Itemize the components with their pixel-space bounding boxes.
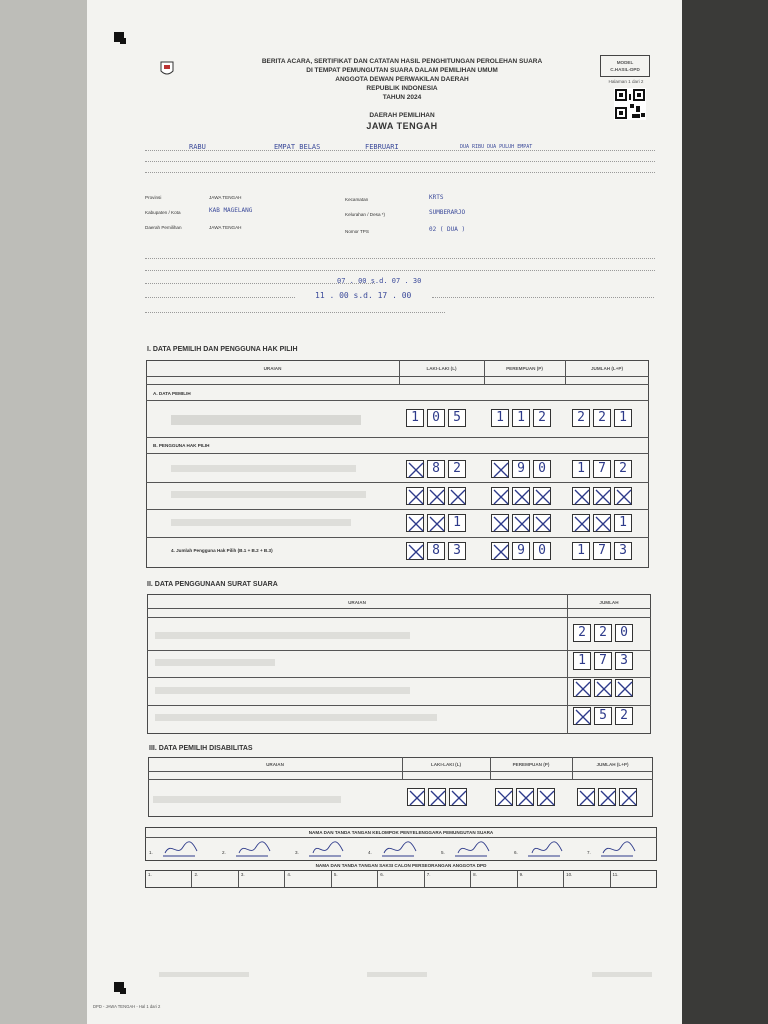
signature-title-line	[145, 837, 657, 838]
section1-row-a-line	[146, 400, 649, 401]
s1-dpt-perempuan-digit-1: 1	[491, 409, 509, 427]
section1-col-divider-2	[484, 360, 485, 384]
s1-b2-laki-digit-3	[448, 487, 466, 505]
kelurahan-value: SUMBERARJO	[429, 209, 466, 216]
s2-r3-digit-2	[594, 679, 612, 697]
s1-b3-jumlah-digit-2	[593, 514, 611, 532]
time-start-value: 07 . 00 s.d. 07 . 30	[337, 277, 422, 285]
signature-slot-4	[366, 839, 437, 860]
s1-dpt-laki-digit-1: 1	[406, 409, 424, 427]
saksi-cell-3: 3.	[239, 871, 285, 887]
s3-jumlah-digit-3	[619, 788, 637, 806]
section3-col-divider-3	[572, 757, 573, 779]
time-count-value: 11 . 00 s.d. 17 . 00	[315, 291, 412, 300]
saksi-cell-8: 8.	[471, 871, 517, 887]
s1-b3-laki-digit-1	[406, 514, 424, 532]
signature-number: 7.	[587, 850, 591, 855]
s1-b4-laki-digit-1	[406, 542, 424, 560]
signature-number: 5.	[441, 850, 445, 855]
signature-slot-6	[512, 839, 583, 860]
document-title	[217, 57, 587, 102]
section1-col-uraian: URAIAN	[263, 366, 282, 371]
row-dpt-label-placeholder	[171, 415, 361, 425]
s1-b1-jumlah-group	[572, 460, 632, 478]
handwritten-signature	[522, 839, 582, 859]
s3-jumlah-digit-1	[577, 788, 595, 806]
intro-line-1	[145, 150, 655, 151]
row-b2-label-placeholder	[171, 491, 366, 498]
section1-col-jumlah: JUMLAH (L+P)	[590, 366, 624, 371]
section2-col-uraian: URAIAN	[348, 600, 366, 605]
s2-row2-label-placeholder	[155, 659, 275, 666]
s1-b4-jumlah-digit-2: 7	[593, 542, 611, 560]
s2-r4-digit-2: 5	[594, 707, 612, 725]
s3-perempuan-group	[495, 788, 555, 806]
s1-b2-jumlah-digit-1	[572, 487, 590, 505]
section1-col-divider-1	[399, 360, 400, 384]
para-line-4	[145, 297, 295, 298]
form-code-box	[600, 55, 650, 77]
section1-row-b3-line	[146, 537, 649, 538]
section3-col-perempuan: PEREMPUAN (P)	[512, 762, 550, 767]
s1-b2-laki-group	[406, 487, 466, 505]
s3-jumlah-digit-2	[598, 788, 616, 806]
section1-title: I. DATA PEMILIH DAN PENGGUNA HAK PILIH	[147, 346, 298, 353]
s3-perempuan-digit-2	[516, 788, 534, 806]
s1-b1-jumlah-digit-2: 7	[593, 460, 611, 478]
footer-right-placeholder	[592, 972, 652, 977]
registration-mark-bottom-left-inner	[120, 988, 126, 994]
saksi-cell-9: 9.	[518, 871, 564, 887]
signature-slot-1	[147, 839, 218, 860]
section2-colnum-line	[147, 617, 651, 618]
section2-col-jumlah: JUMLAH	[599, 600, 619, 605]
s1-b1-laki-digit-1	[406, 460, 424, 478]
saksi-cell-11: 11.	[612, 872, 619, 877]
s1-dpt-perempuan-group	[491, 409, 551, 427]
saksi-cell-6: 6.	[378, 871, 424, 887]
footer-left-placeholder	[159, 972, 249, 977]
handwritten-signature	[376, 839, 436, 859]
signature-number: 1.	[149, 850, 153, 855]
s2-row3-label-placeholder	[155, 687, 410, 694]
region-label: DAERAH PEMILIHAN	[369, 112, 435, 119]
provinsi-label: Provinsi	[145, 195, 162, 200]
s1-b4-perempuan-group	[491, 542, 551, 560]
s1-b3-perempuan-digit-1	[491, 514, 509, 532]
section3-col-laki: LAKI-LAKI (L)	[430, 762, 462, 767]
saksi-title: NAMA DAN TANDA TANGAN SAKSI CALON PERSEORANGAN ANGGOTA DPD	[315, 863, 487, 868]
registration-mark-top-left-inner	[120, 38, 126, 44]
month-value: FEBRUARI	[365, 143, 399, 151]
s1-b2-perempuan-group	[491, 487, 551, 505]
form-sheet	[87, 0, 682, 1024]
signature-slot-3	[293, 839, 364, 860]
s2-r2-group	[573, 652, 633, 670]
signature-slot-5	[439, 839, 510, 860]
para-line-5	[432, 297, 654, 298]
s2-r3-digit-3	[615, 679, 633, 697]
signature-slot-7	[585, 839, 656, 860]
intro-line-3	[145, 172, 655, 173]
s1-b4-jumlah-digit-3: 3	[614, 542, 632, 560]
handwritten-signature	[303, 839, 363, 859]
para-line-2	[145, 270, 655, 271]
s3-perempuan-digit-1	[495, 788, 513, 806]
s2-r3-group	[573, 679, 633, 697]
background-right	[682, 0, 768, 1024]
region-name: JAWA TENGAH	[366, 121, 438, 131]
s3-laki-group	[407, 788, 467, 806]
s1-b1-perempuan-digit-3: 0	[533, 460, 551, 478]
section1-row-dpt-line	[146, 437, 649, 438]
saksi-cell-2: 2.	[192, 871, 238, 887]
s2-r4-group	[573, 707, 633, 725]
footer-code: DPD - JAWA TENGAH - Hal 1 dari 2	[93, 1004, 161, 1009]
saksi-cell-7: 7.	[425, 871, 471, 887]
title-line-3: ANGGOTA DEWAN PERWAKILAN DAERAH	[335, 76, 469, 83]
s2-r4-digit-1	[573, 707, 591, 725]
s1-b4-laki-digit-3: 3	[448, 542, 466, 560]
intro-line-2	[145, 161, 655, 162]
section2-header-line	[147, 608, 651, 609]
form-code-line-2: C.HASIL-DPD	[610, 67, 640, 72]
s2-r1-group	[573, 624, 633, 642]
s1-dpt-laki-digit-2: 0	[427, 409, 445, 427]
s1-b3-jumlah-digit-3: 1	[614, 514, 632, 532]
s1-dpt-perempuan-digit-2: 1	[512, 409, 530, 427]
para-line-6	[145, 312, 445, 313]
daerah-value: JAWA TENGAH	[209, 225, 242, 230]
s1-b3-laki-group	[406, 514, 466, 532]
s1-b2-jumlah-digit-3	[614, 487, 632, 505]
s1-b4-perempuan-digit-2: 9	[512, 542, 530, 560]
s1-dpt-laki-digit-3: 5	[448, 409, 466, 427]
s1-b3-laki-digit-2	[427, 514, 445, 532]
section1-col-divider-3	[565, 360, 566, 384]
form-code-line-1: MODEL	[616, 60, 634, 65]
signature-number: 2.	[222, 850, 226, 855]
tps-value: 02 ( DUA )	[429, 226, 466, 233]
year-value: DUA RIBU DUA PULUH EMPAT	[460, 144, 533, 150]
kecamatan-label: Kecamatan	[345, 197, 369, 202]
s2-row1-label-placeholder	[155, 632, 410, 639]
s1-b1-perempuan-digit-1	[491, 460, 509, 478]
handwritten-signature	[449, 839, 509, 859]
s1-b1-jumlah-digit-3: 2	[614, 460, 632, 478]
s1-b1-perempuan-group	[491, 460, 551, 478]
section3-col-divider-2	[490, 757, 491, 779]
title-line-2: DI TEMPAT PEMUNGUTAN SUARA DALAM PEMILIHAN UMUM	[306, 67, 498, 74]
section1-col-laki: LAKI-LAKI (L)	[426, 366, 457, 371]
signature-number: 6.	[514, 850, 518, 855]
para-line-1	[145, 258, 655, 259]
section3-col-divider-1	[402, 757, 403, 779]
saksi-cell-10: 10.	[564, 871, 610, 887]
s1-b2-jumlah-group	[572, 487, 632, 505]
s1-b2-perempuan-digit-1	[491, 487, 509, 505]
s2-r2-digit-3: 3	[615, 652, 633, 670]
s2-r4-digit-3: 2	[615, 707, 633, 725]
section1-row-a-label: A. DATA PEMILIH	[153, 391, 191, 396]
kecamatan-value: KRTS	[429, 194, 444, 201]
s1-b3-jumlah-group	[572, 514, 632, 532]
section1-row-b2-line	[146, 509, 649, 510]
s1-b1-laki-digit-3: 2	[448, 460, 466, 478]
section3-header-line	[148, 771, 653, 772]
signature-title: NAMA DAN TANDA TANGAN KELOMPOK PENYELENGGARA PEMUNGUTAN SUARA	[308, 830, 494, 835]
section1-header-line	[146, 376, 649, 377]
background-left	[0, 0, 88, 1024]
section3-col-jumlah: JUMLAH (L+P)	[596, 762, 629, 767]
s1-b2-perempuan-digit-3	[533, 487, 551, 505]
s1-b3-perempuan-digit-3	[533, 514, 551, 532]
section2-title: II. DATA PENGGUNAAN SURAT SUARA	[147, 581, 278, 588]
page-label: Halaman 1 dari 2	[608, 79, 644, 84]
s1-b4-laki-digit-2: 8	[427, 542, 445, 560]
kelurahan-label: Kelurahan / Desa *)	[345, 212, 386, 217]
s1-b4-jumlah-group	[572, 542, 632, 560]
title-line-5: TAHUN 2024	[382, 94, 422, 101]
saksi-table	[145, 870, 657, 888]
section2-row3-line	[147, 705, 651, 706]
signature-number: 4.	[368, 850, 372, 855]
s1-b3-jumlah-digit-1	[572, 514, 590, 532]
kabupaten-value: KAB MAGELANG	[209, 207, 253, 214]
s1-b1-laki-group	[406, 460, 466, 478]
s2-row4-label-placeholder	[155, 714, 437, 721]
s1-b3-perempuan-digit-2	[512, 514, 530, 532]
s1-b2-jumlah-digit-2	[593, 487, 611, 505]
kabupaten-label: Kabupaten / Kota	[145, 210, 181, 215]
section2-row1-line	[147, 650, 651, 651]
section3-title: III. DATA PEMILIH DISABILITAS	[149, 745, 253, 752]
saksi-cell-1: 1.	[146, 871, 192, 887]
s1-b4-perempuan-digit-1	[491, 542, 509, 560]
s1-dpt-jumlah-group	[572, 409, 632, 427]
section1-colnum-line	[146, 384, 649, 385]
handwritten-signature	[230, 839, 290, 859]
s2-r1-digit-1: 2	[573, 624, 591, 642]
daerah-label: Daerah Pemilihan	[145, 225, 182, 230]
s3-jumlah-group	[577, 788, 637, 806]
s2-r1-digit-2: 2	[594, 624, 612, 642]
s3-laki-digit-1	[407, 788, 425, 806]
tps-label: Nomor TPS	[345, 229, 369, 234]
kpu-logo	[160, 60, 174, 78]
s3-perempuan-digit-3	[537, 788, 555, 806]
section1-row-b4-label: 4. Jumlah Pengguna Hak Pilih (B.1 + B.2 + B.3)	[171, 548, 273, 553]
section1-row-b-line	[146, 453, 649, 454]
s1-b4-laki-group	[406, 542, 466, 560]
s1-dpt-jumlah-digit-2: 2	[593, 409, 611, 427]
saksi-cell-4: 4.	[285, 871, 331, 887]
provinsi-value: JAWA TENGAH	[209, 195, 242, 200]
s1-dpt-laki-group	[406, 409, 466, 427]
s3-laki-digit-2	[428, 788, 446, 806]
title-line-4: REPUBLIK INDONESIA	[366, 85, 438, 92]
section2-col-divider	[567, 594, 568, 734]
s2-r2-digit-1: 1	[573, 652, 591, 670]
s1-b4-perempuan-digit-3: 0	[533, 542, 551, 560]
s1-b2-perempuan-digit-2	[512, 487, 530, 505]
s2-r2-digit-2: 7	[594, 652, 612, 670]
section1-col-perempuan: PEREMPUAN (P)	[506, 366, 543, 371]
s1-b1-perempuan-digit-2: 9	[512, 460, 530, 478]
s1-b2-laki-digit-1	[406, 487, 424, 505]
s1-dpt-perempuan-digit-3: 2	[533, 409, 551, 427]
s3-laki-digit-3	[449, 788, 467, 806]
s1-dpt-jumlah-digit-1: 2	[572, 409, 590, 427]
qr-code	[614, 88, 646, 120]
row-b3-label-placeholder	[171, 519, 351, 526]
s1-b2-laki-digit-2	[427, 487, 445, 505]
s2-r1-digit-3: 0	[615, 624, 633, 642]
s1-b4-jumlah-digit-1: 1	[572, 542, 590, 560]
footer-mid-placeholder	[367, 972, 427, 977]
handwritten-signature	[595, 839, 655, 859]
signature-slot-2	[220, 839, 291, 860]
signature-number: 3.	[295, 850, 299, 855]
s1-b3-laki-digit-3: 1	[448, 514, 466, 532]
section3-col-uraian: URAIAN	[266, 762, 284, 767]
s1-b3-perempuan-group	[491, 514, 551, 532]
s1-dpt-jumlah-digit-3: 1	[614, 409, 632, 427]
s1-b1-jumlah-digit-1: 1	[572, 460, 590, 478]
date-value: EMPAT BELAS	[274, 143, 321, 151]
title-line-1: BERITA ACARA, SERTIFIKAT DAN CATATAN HASIL PENGHITUNGAN PEROLEHAN SUARA	[261, 58, 543, 65]
s2-r3-digit-1	[573, 679, 591, 697]
handwritten-signature	[157, 839, 217, 859]
day-value: RABU	[189, 143, 206, 151]
section2-row2-line	[147, 677, 651, 678]
saksi-cell-5: 5.	[332, 871, 378, 887]
s1-b1-laki-digit-2: 8	[427, 460, 445, 478]
section1-row-b-label: B. PENGGUNA HAK PILIH	[153, 443, 210, 448]
row-b1-label-placeholder	[171, 465, 356, 472]
section3-colnum-line	[148, 779, 653, 780]
section1-row-b1-line	[146, 482, 649, 483]
s3-row-label-placeholder	[153, 796, 341, 803]
